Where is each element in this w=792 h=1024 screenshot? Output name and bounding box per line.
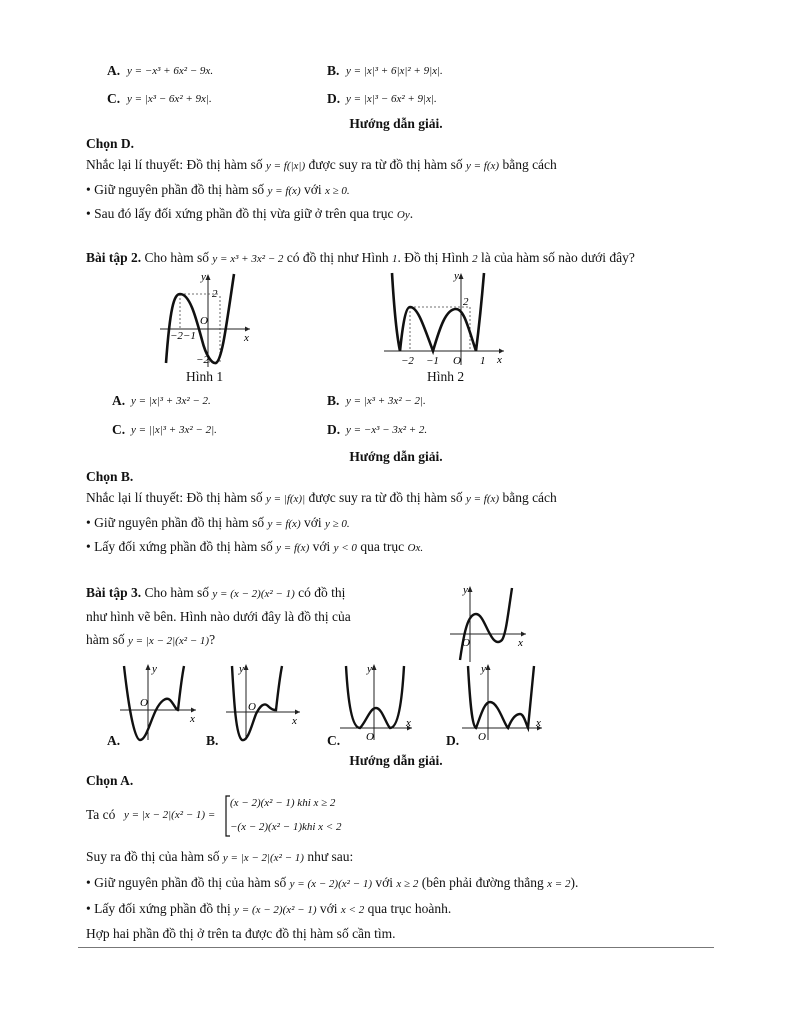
origin-label: O <box>248 701 256 713</box>
tick-1: 1 <box>480 355 486 367</box>
y-label: y <box>463 584 468 596</box>
y-label: y <box>481 663 486 675</box>
origin-label: O <box>200 315 208 327</box>
ex2-choice-b-formula: y = |x³ + 3x² − 2|. <box>346 395 426 407</box>
ex3-question-line-1: Bài tập 3. Cho hàm số y = (x − 2)(x² − 1) có đồ thị <box>86 585 346 600</box>
abs-curve <box>124 666 184 740</box>
ex3-piecewise-lhs: y = |x − 2|(x² − 1) = <box>124 809 216 821</box>
tick-minus2: −2 <box>401 355 414 367</box>
y-axis-arrow <box>372 664 377 670</box>
ex2-question: Bài tập 2. Cho hàm số y = x³ + 3x² − 2 có đồ thị như Hình 1. Đồ thị Hình 2 là của hàm số nào dưới đây? <box>86 250 635 265</box>
ex1-choice-a-formula: y = −x³ + 6x² − 9x. <box>127 65 214 77</box>
origin-label: O <box>462 637 470 649</box>
tick-2: 2 <box>212 288 218 300</box>
abs-curve <box>346 666 404 728</box>
x-axis-arrow <box>521 632 526 637</box>
y-label: y <box>152 663 157 675</box>
ex2-choice-c-letter: C. <box>112 422 126 437</box>
ex2-choice-d-letter: D. <box>327 422 341 437</box>
y-label: y <box>201 271 206 283</box>
x-label: x <box>536 717 541 729</box>
x-axis-arrow <box>499 349 504 354</box>
y-axis-arrow <box>486 664 491 670</box>
x-label: x <box>497 354 502 366</box>
ex2-answer: Chọn B. <box>86 469 134 484</box>
x-axis-arrow <box>295 710 300 715</box>
ex2-bullet-2: • Lấy đối xứng phần đồ thị hàm số y = f(x) với y < 0 qua trục Ox. <box>86 539 424 554</box>
ex3-answer: Chọn A. <box>86 773 134 788</box>
ex1-choice-b-formula: y = |x|³ + 6|x|² + 9|x|. <box>346 65 443 77</box>
y-axis-arrow <box>146 664 151 670</box>
y-axis-arrow <box>459 273 464 279</box>
x-label: x <box>406 717 411 729</box>
x-label: x <box>244 332 249 344</box>
cubic-curve <box>460 588 512 660</box>
ex2-figure-1 <box>160 268 252 368</box>
ex1-bullet-2: • Sau đó lấy đối xứng phần đồ thị vừa giữ ở trên qua trục Oy. <box>86 206 414 221</box>
y-axis-arrow <box>206 274 211 280</box>
ex3-question-line-2: như hình vẽ bên. Hình nào dưới đây là đồ thị của <box>86 609 351 624</box>
x-axis-arrow <box>191 708 196 713</box>
ex2-choice-c-formula: y = ||x|³ + 3x² − 2|. <box>131 424 217 436</box>
ex3-option-b-label: B. <box>206 733 219 748</box>
origin-label: O <box>366 731 374 742</box>
ex1-choice-d-formula: y = |x|³ − 6x² + 9|x|. <box>346 93 437 105</box>
ex3-option-c-figure <box>338 662 414 742</box>
x-label: x <box>190 713 195 725</box>
ex2-choice-a-letter: A. <box>112 393 126 408</box>
ex1-choice-c-letter: C. <box>107 91 121 106</box>
ex3-suy-line: Suy ra đồ thị của hàm số y = |x − 2|(x² − 1) như sau: <box>86 849 354 864</box>
ex2-guide-title: Hướng dẫn giải. <box>349 449 443 464</box>
ex3-bullet-2: • Lấy đối xứng phần đồ thị y = (x − 2)(x² − 1) với x < 2 qua trục hoành. <box>86 901 452 916</box>
ex2-bullet-1: • Giữ nguyên phần đồ thị hàm số y = f(x) với y ≥ 0. <box>86 515 350 530</box>
x-label: x <box>292 715 297 727</box>
ex1-theory-line: Nhắc lại lí thuyết: Đồ thị hàm số y = f(|x|) được suy ra từ đồ thị hàm số y = f(x) bằng cách <box>86 157 557 172</box>
ex1-answer: Chọn D. <box>86 136 135 151</box>
ex2-figure-2-caption: Hình 2 <box>427 369 465 384</box>
tick-minus2: −2 <box>196 354 209 366</box>
ex1-choice-b-letter: B. <box>327 63 340 78</box>
ex3-option-b-figure <box>224 662 304 742</box>
ex3-option-a-label: A. <box>107 733 121 748</box>
ex3-reference-figure <box>448 584 528 664</box>
ex3-option-a-figure <box>118 662 202 742</box>
x-axis-arrow <box>245 327 250 332</box>
ex3-guide-title: Hướng dẫn giải. <box>349 753 443 768</box>
y-label: y <box>367 663 372 675</box>
ex3-final-line: Hợp hai phần đồ thị ở trên ta được đồ thị hàm số cần tìm. <box>86 926 396 941</box>
ex3-bullet-1: • Giữ nguyên phần đồ thị của hàm số y = (x − 2)(x² − 1) với x ≥ 2 (bên phải đường thẳng x = 2). <box>86 875 579 890</box>
ex3-taco: Ta có <box>86 807 116 822</box>
y-axis-arrow <box>244 664 249 670</box>
ex3-option-d-figure <box>460 662 546 742</box>
ex2-choice-a-formula: y = |x|³ + 3x² − 2. <box>131 395 211 407</box>
tick-minus2-minus1: −2−1 <box>170 330 196 342</box>
ex2-theory-line: Nhắc lại lí thuyết: Đồ thị hàm số y = |f(x)| được suy ra từ đồ thị hàm số y = f(x) bằng cách <box>86 490 557 505</box>
ex2-figure-1-caption: Hình 1 <box>186 369 224 384</box>
tick-2: 2 <box>463 296 469 308</box>
ex2-choice-d-formula: y = −x³ − 3x² + 2. <box>346 424 428 436</box>
ex3-question-line-3: hàm số y = |x − 2|(x² − 1)? <box>86 632 216 647</box>
abs-curve <box>232 666 282 740</box>
ex1-guide-title: Hướng dẫn giải. <box>349 116 443 131</box>
ex3-option-d-label: D. <box>446 733 460 748</box>
ex1-bullet-1: • Giữ nguyên phần đồ thị hàm số y = f(x) với x ≥ 0. <box>86 182 350 197</box>
footer-rule <box>78 947 714 948</box>
origin-label: O <box>478 731 486 742</box>
origin-label: O <box>453 355 461 367</box>
ex1-choice-d-letter: D. <box>327 91 341 106</box>
ex3-option-c-label: C. <box>327 733 341 748</box>
x-label: x <box>518 637 523 649</box>
ex1-choice-c-formula: y = |x³ − 6x² + 9x|. <box>127 93 212 105</box>
y-axis-arrow <box>468 586 473 592</box>
y-label: y <box>454 270 459 282</box>
origin-label: O <box>140 697 148 709</box>
tick-minus1: −1 <box>426 355 439 367</box>
ex1-choice-a-letter: A. <box>107 63 121 78</box>
ex3-case-2: −(x − 2)(x² − 1)khi x < 2 <box>230 821 342 833</box>
abs-curve <box>468 666 534 728</box>
y-label: y <box>239 663 244 675</box>
ex2-figure-2 <box>384 267 508 369</box>
ex2-choice-b-letter: B. <box>327 393 340 408</box>
ex3-case-1: (x − 2)(x² − 1) khi x ≥ 2 <box>230 797 336 809</box>
